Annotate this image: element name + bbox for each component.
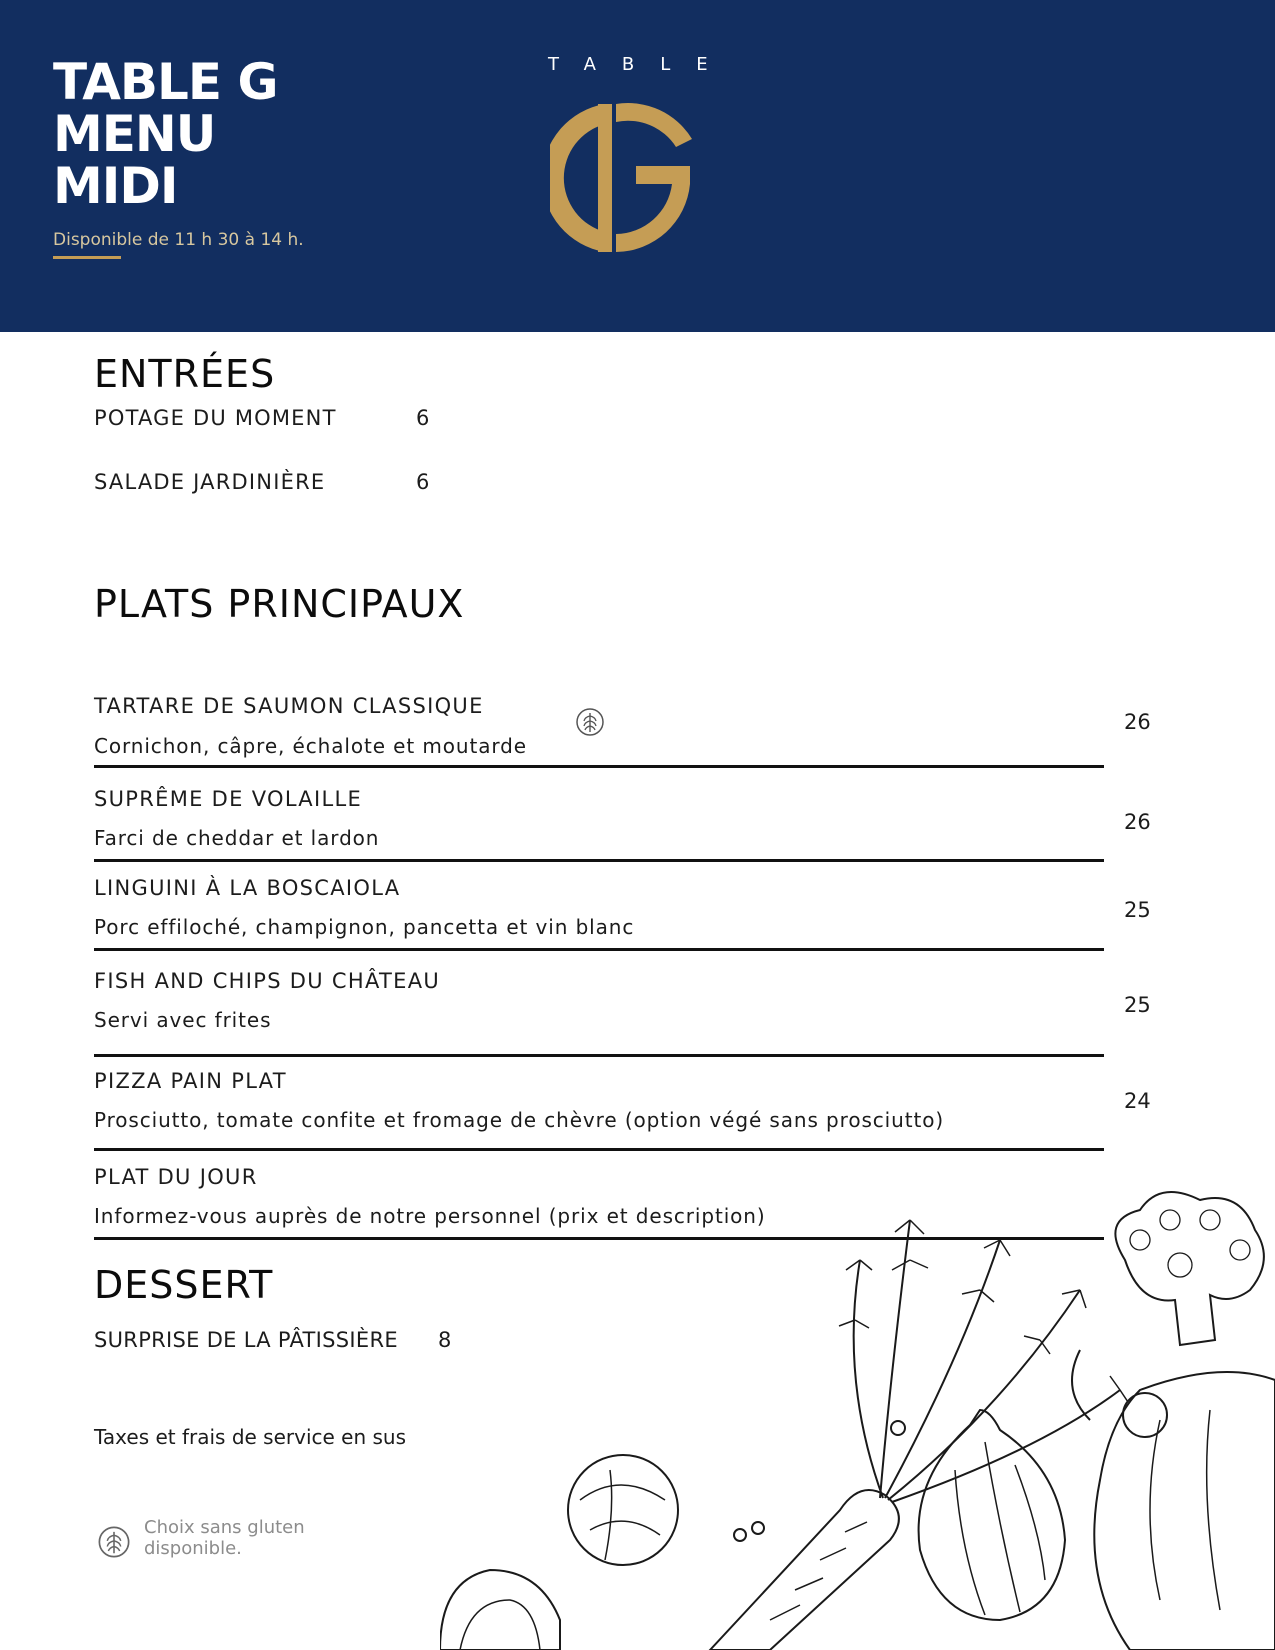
gluten-free-legend <box>144 1517 305 1559</box>
service-hours: Disponible de 11 h 30 à 14 h. <box>53 230 304 250</box>
dish-price: 26 <box>1124 710 1151 734</box>
radish-shape <box>1123 1393 1167 1437</box>
dish-description: Porc effiloché, champignon, pancetta et vin blanc <box>94 915 635 939</box>
sprout-shape <box>568 1455 678 1565</box>
dish-name: PIZZA PAIN PLAT <box>94 1069 287 1093</box>
section-title-plats: PLATS PRINCIPAUX <box>94 582 465 626</box>
gluten-free-icon <box>574 706 606 738</box>
entree-price: 6 <box>416 406 430 430</box>
title-line-3: MIDI <box>53 157 178 215</box>
onion-shape <box>919 1410 1065 1620</box>
gluten-free-legend-icon <box>96 1524 132 1560</box>
dish-description: Prosciutto, tomate confite et fromage de chèvre (option végé sans prosciutto) <box>94 1108 945 1132</box>
legend-line-1: Choix sans gluten <box>144 1517 305 1538</box>
dish-name: TARTARE DE SAUMON CLASSIQUE <box>94 694 484 718</box>
section-title-entrees: ENTRÉES <box>94 352 276 396</box>
row-divider <box>94 1148 1104 1151</box>
taxes-note: Taxes et frais de service en sus <box>94 1425 407 1449</box>
pepper-slice-shape <box>440 1570 560 1650</box>
row-divider <box>94 1054 1104 1057</box>
section-title-dessert: DESSERT <box>94 1263 274 1307</box>
dish-description: Servi avec frites <box>94 1008 272 1032</box>
dish-name: PLAT DU JOUR <box>94 1165 258 1189</box>
logo-wordmark: TABLE <box>548 54 734 75</box>
dish-name: LINGUINI À LA BOSCAIOLA <box>94 876 401 900</box>
dish-name: SUPRÊME DE VOLAILLE <box>94 787 363 811</box>
menu-title <box>53 53 278 215</box>
dish-name: FISH AND CHIPS DU CHÂTEAU <box>94 969 441 993</box>
row-divider <box>94 765 1104 768</box>
dish-description: Informez-vous auprès de notre personnel (prix et description) <box>94 1204 766 1228</box>
dessert-price: 8 <box>438 1328 452 1352</box>
entree-name: SALADE JARDINIÈRE <box>94 470 326 494</box>
title-line-2: MENU <box>53 105 216 163</box>
pepper-shape <box>1094 1372 1275 1650</box>
table-g-logo-icon <box>550 94 720 264</box>
dish-description: Farci de cheddar et lardon <box>94 826 380 850</box>
carrot-shape <box>710 1490 899 1650</box>
dish-price: 26 <box>1124 810 1151 834</box>
dessert-name: SURPRISE DE LA PÂTISSIÈRE <box>94 1328 398 1352</box>
dish-price: 25 <box>1124 898 1151 922</box>
entree-name: POTAGE DU MOMENT <box>94 406 337 430</box>
hours-underline <box>53 256 121 259</box>
entree-price: 6 <box>416 470 430 494</box>
dish-description: Cornichon, câpre, échalote et moutarde <box>94 734 527 758</box>
dish-price: 25 <box>1124 993 1151 1017</box>
broccoli-shape <box>1115 1192 1264 1345</box>
vegetable-illustration <box>440 1180 1275 1650</box>
row-divider <box>94 948 1104 951</box>
row-divider <box>94 859 1104 862</box>
carrot-leaves <box>854 1220 1120 1502</box>
legend-line-2: disponible. <box>144 1538 242 1559</box>
dish-price: 24 <box>1124 1089 1151 1113</box>
title-line-1: TABLE G <box>53 53 278 111</box>
header-banner <box>0 0 1275 332</box>
